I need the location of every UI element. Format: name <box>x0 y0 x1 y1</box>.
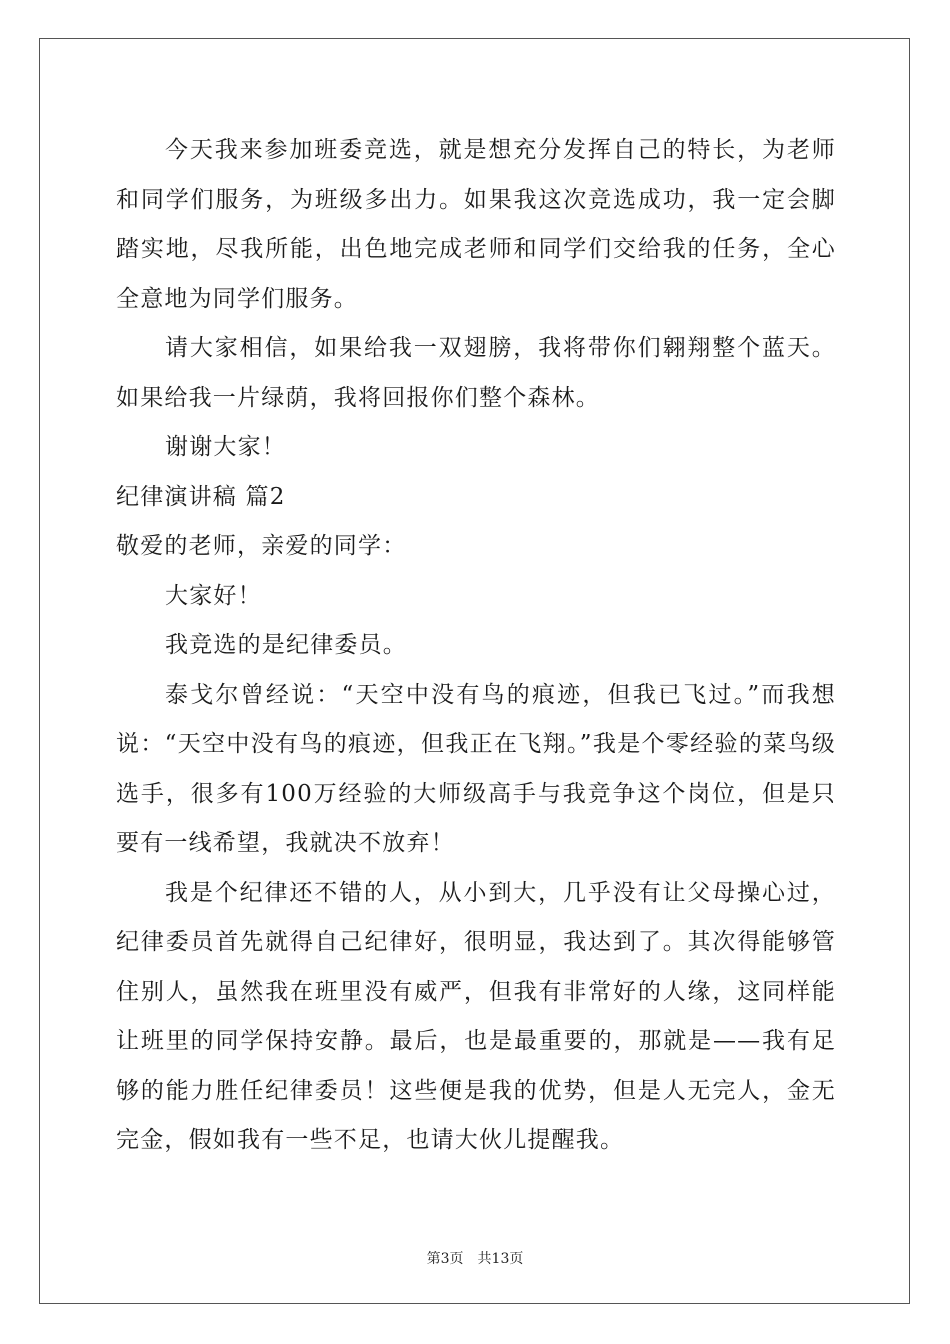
greeting: 大家好！ <box>165 582 262 609</box>
salutation: 敬爱的老师，亲爱的同学： <box>116 533 407 559</box>
paragraph-tagore-quote: 泰戈尔曾经说：“天空中没有鸟的痕迹，但我已飞过。”而我想说：“天空中没有鸟的痕迹，但我正在飞翔。”我是个零经验的菜鸟级选手，很多有100万经验的大师级高手与我竞争这个岗位，但是只要有一线希望，我就决不放弃！ <box>116 681 836 856</box>
paragraph-strengths: 我是个纪律还不错的人，从小到大，几乎没有让父母操心过，纪律委员首先就得自己纪律好，很明显，我达到了。其次得能够管住别人，虽然我在班里没有威严，但我有非常好的人缘，这同样能让班里的同学保持安静。最后，也是最重要的，那就是——我有足够的能力胜任纪律委员！这些便是我的优势，但是人无完人，金无完金，假如我有一些不足，也请大伙儿提醒我。 <box>116 879 836 1153</box>
paragraph-thanks: 谢谢大家！ <box>165 434 286 460</box>
paragraph-campaign-intro: 今天我来参加班委竞选，就是想充分发挥自己的特长，为老师和同学们服务，为班级多出力。如果我这次竞选成功，我一定会脚踏实地，尽我所能，出色地完成老师和同学们交给我的任务，全心全意地为同学们服务。 <box>116 137 836 312</box>
page-footer <box>0 1248 950 1268</box>
page-number: 第3页 <box>426 1251 464 1267</box>
document-body <box>116 126 836 1166</box>
paragraph-wings-metaphor: 请大家相信，如果给我一双翅膀，我将带你们翱翔整个蓝天。如果给我一片绿荫，我将回报你们整个森林。 <box>116 335 836 411</box>
section-heading: 纪律演讲稿 篇2 <box>116 483 286 510</box>
page-total: 共13页 <box>477 1251 524 1267</box>
paragraph-position: 我竞选的是纪律委员。 <box>165 632 407 658</box>
